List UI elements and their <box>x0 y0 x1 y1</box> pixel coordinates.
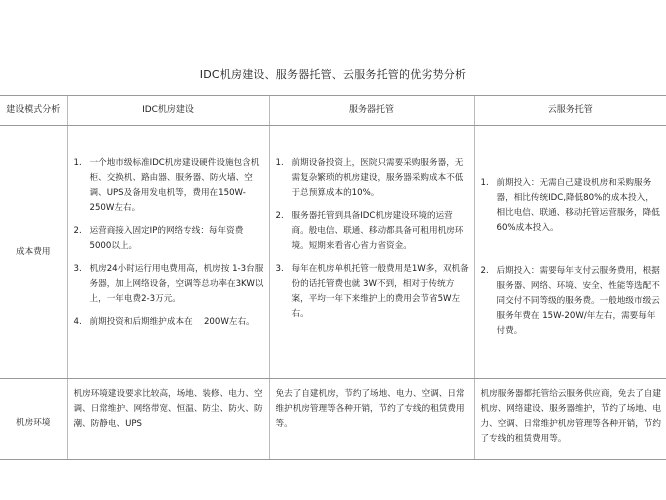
list-cloud-cost <box>481 156 663 339</box>
row-label: 机房环境 <box>0 379 67 460</box>
cell-cloud-env: 机房服务器都托管给云服务供应商，免去了自建机房、网络建设、服务器维护，节约了场地、电力、空调、日常维护机房管理等各种开销，节约了专线的租赁费用等。 <box>474 379 666 460</box>
table-row-environment <box>0 379 666 460</box>
list-item: 2. 后期投入：需要每年支付云服务费用，根据服务器、网络、环境、安全、性能等选配不同交付不同等级的服务费。一般地级市级云服务年费在 15W-20W/年左右，需要每年付费。 <box>480 266 660 336</box>
header-mode: 建设模式分析 <box>0 96 67 126</box>
list-item: 4. 前期投资和后期维护成本在 200W左右。 <box>73 317 255 327</box>
comparison-table <box>0 95 666 460</box>
cell-server-cost <box>269 126 474 379</box>
list-item: 1. 前期设备投资上，医院只需要采购服务器，无需复杂繁琐的机房建设，服务器采购成本不低于总预算成本的10%。 <box>275 158 464 198</box>
list-item: 2. 运营商接入固定IP的网络专线：每年资费5000以上。 <box>73 226 244 251</box>
table-row-cost <box>0 126 666 379</box>
row-label: 成本费用 <box>0 126 67 379</box>
cell-idc-cost <box>67 126 269 379</box>
header-cloud-hosting: 云服务托管 <box>474 96 666 126</box>
list-item: 3. 机房24小时运行用电费用高，机房按 1-3台服务器，加上网络设备，空调等总功率在3KW以上，一年电费2-3万元。 <box>73 264 264 304</box>
cell-idc-env: 机房环境建设要求比较高，场地、装修、电力、空调、日常维护、网络带宽、恒温、防尘、防火、防潮、防静电、UPS <box>67 379 269 460</box>
list-item: 1. 一个地市级标准IDC机房建设硬件设施包含机柜、交换机、路由器、服务器、防火墙、空调、UPS及备用发电机等，费用在150W-250W左右。 <box>73 158 260 213</box>
list-server-cost <box>276 156 470 322</box>
header-server-hosting: 服务器托管 <box>269 96 474 126</box>
list-item: 3. 每年在机房单机托管一般费用是1W多，双机备份的话托管费也就 3W不到，相对于传统方案，平均一年下来维护上的费用会节省5W左右。 <box>275 264 469 319</box>
header-row <box>0 96 666 126</box>
cell-server-env: 免去了自建机房，节约了场地、电力、空调、日常维护机房管理等各种开销，节约了专线的租赁费用等。 <box>269 379 474 460</box>
list-item: 1. 前期投入：无需自己建设机房和采购服务器，相比传统IDC,降低80%的成本投入，相比电信、联通、移动托管运营服务，降低60%成本投入。 <box>480 178 660 233</box>
list-idc-cost <box>74 156 265 330</box>
list-item: 2. 服务器托管到具备IDC机房建设环境的运营商。般电信、联通、移动都具备可租用机房环境。短期来看省心省力省资金。 <box>275 211 464 251</box>
header-idc: IDC机房建设 <box>67 96 269 126</box>
document-title: IDC机房建设、服务器托管、云服务托管的优劣势分析 <box>199 68 467 81</box>
cell-cloud-cost <box>474 126 666 379</box>
